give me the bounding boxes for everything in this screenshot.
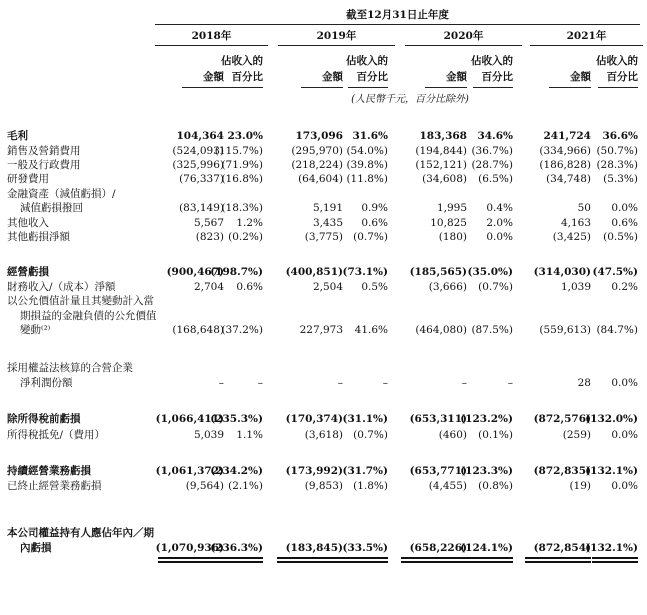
total-rule-top bbox=[467, 557, 513, 559]
amount-cell: 1,995 bbox=[436, 202, 467, 214]
percent-cell: (0.7%) bbox=[353, 231, 388, 243]
percent-cell: 0.2% bbox=[611, 281, 638, 293]
amount-cell: (823) bbox=[195, 231, 224, 243]
row-label: 減值虧損撥回 bbox=[20, 202, 83, 214]
amount-cell: 227,973 bbox=[299, 324, 343, 336]
percent-cell: 34.6% bbox=[477, 130, 513, 142]
row-label: 除所得稅前虧損 bbox=[7, 413, 81, 425]
amount-cell: (34,608) bbox=[422, 173, 467, 185]
row-label: 本公司權益持有人應佔年內／期 bbox=[7, 527, 154, 539]
row-label: 內虧損 bbox=[20, 542, 52, 554]
year-header: 2020年 bbox=[443, 30, 484, 42]
period-title-rule bbox=[155, 24, 640, 25]
row-label: 已終止經營業務虧損 bbox=[7, 480, 102, 492]
amount-header-rule bbox=[425, 87, 467, 88]
percent-column-header-line1: 佔收入的 bbox=[596, 55, 638, 67]
amount-cell: (194,844) bbox=[415, 145, 467, 157]
amount-cell: – bbox=[337, 377, 343, 389]
percent-cell: (71.9%) bbox=[221, 159, 263, 171]
amount-cell: (64,604) bbox=[298, 173, 343, 185]
percent-header-rule bbox=[223, 87, 263, 88]
total-rule-bottom bbox=[525, 561, 591, 563]
percent-cell: (0.1%) bbox=[478, 429, 513, 441]
percent-cell: (234.2%) bbox=[210, 465, 263, 477]
amount-cell: (3,775) bbox=[304, 231, 343, 243]
percent-cell: (6.5%) bbox=[478, 173, 513, 185]
amount-cell: (3,618) bbox=[304, 429, 343, 441]
amount-column-header: 金額 bbox=[570, 71, 591, 83]
total-rule-top bbox=[277, 557, 343, 559]
percent-cell: (0.5%) bbox=[603, 231, 638, 243]
percent-cell: (11.8%) bbox=[346, 173, 388, 185]
percent-cell: 0.6% bbox=[611, 217, 638, 229]
percent-cell: 41.6% bbox=[354, 324, 388, 336]
amount-cell: (259) bbox=[562, 429, 591, 441]
row-label: 財務收入/（成本）淨額 bbox=[7, 281, 116, 293]
amount-cell: (872,576) bbox=[533, 413, 591, 425]
percent-cell: (28.7%) bbox=[471, 159, 513, 171]
total-rule-top bbox=[525, 557, 591, 559]
percent-header-rule bbox=[598, 87, 638, 88]
percent-cell: (198.7%) bbox=[210, 266, 263, 278]
amount-cell: (168,648) bbox=[172, 324, 224, 336]
percent-cell: (132.1%) bbox=[585, 465, 638, 477]
percent-cell: (124.1%) bbox=[460, 542, 513, 554]
percent-cell: 1.2% bbox=[236, 217, 263, 229]
year-header: 2021年 bbox=[566, 30, 607, 42]
amount-cell: 241,724 bbox=[543, 130, 591, 142]
percent-cell: (87.5%) bbox=[471, 324, 513, 336]
percent-header-rule bbox=[473, 87, 513, 88]
amount-cell: (900,467) bbox=[166, 266, 224, 278]
year-rule bbox=[405, 45, 522, 46]
amount-cell: 28 bbox=[577, 377, 591, 389]
amount-cell: 173,096 bbox=[295, 130, 343, 142]
amount-header-rule bbox=[182, 87, 224, 88]
amount-cell: (9,853) bbox=[304, 480, 343, 492]
amount-cell: (218,224) bbox=[291, 159, 343, 171]
amount-header-rule bbox=[549, 87, 591, 88]
total-rule-bottom bbox=[277, 561, 343, 563]
percent-cell: 0.6% bbox=[236, 281, 263, 293]
percent-cell: 1.1% bbox=[236, 429, 263, 441]
amount-cell: (334,966) bbox=[539, 145, 591, 157]
amount-cell: (653,771) bbox=[409, 465, 467, 477]
amount-column-header: 金額 bbox=[322, 71, 343, 83]
amount-cell: 1,039 bbox=[560, 281, 591, 293]
row-label: 毛利 bbox=[7, 130, 28, 142]
percent-cell: 0.5% bbox=[361, 281, 388, 293]
row-label: 銷售及營銷費用 bbox=[7, 145, 81, 157]
percent-cell: 31.6% bbox=[352, 130, 388, 142]
amount-cell: (4,455) bbox=[428, 480, 467, 492]
amount-cell: (872,835) bbox=[533, 465, 591, 477]
row-label: 以公允價值計量且其變動計入當 bbox=[7, 295, 154, 307]
amount-cell: 3,435 bbox=[312, 217, 343, 229]
amount-cell: (1,070,936) bbox=[155, 542, 224, 554]
percent-column-header-line1: 佔收入的 bbox=[471, 55, 513, 67]
amount-cell: 4,163 bbox=[560, 217, 591, 229]
period-title: 截至12月31日止年度 bbox=[346, 9, 449, 21]
percent-cell: (115.7%) bbox=[214, 145, 263, 157]
total-rule-bottom bbox=[467, 561, 513, 563]
amount-cell: (173,992) bbox=[285, 465, 343, 477]
percent-column-header-line1: 佔收入的 bbox=[221, 55, 263, 67]
percent-cell: – bbox=[382, 377, 388, 389]
amount-cell: (19) bbox=[569, 480, 591, 492]
row-label: 其他虧損淨額 bbox=[7, 231, 70, 243]
percent-column-header-line2: 百分比 bbox=[356, 71, 388, 83]
row-label: 採用權益法核算的合營企業 bbox=[7, 362, 133, 374]
amount-cell: (1,066,411) bbox=[155, 413, 224, 425]
percent-cell: (123.2%) bbox=[460, 413, 513, 425]
total-rule-top bbox=[592, 557, 638, 559]
year-rule bbox=[155, 45, 268, 46]
amount-cell: 5,039 bbox=[193, 429, 224, 441]
amount-cell: (9,564) bbox=[185, 480, 224, 492]
percent-cell: 0.0% bbox=[486, 231, 513, 243]
percent-column-header-line2: 百分比 bbox=[481, 71, 513, 83]
amount-cell: (186,828) bbox=[539, 159, 591, 171]
total-rule-bottom bbox=[592, 561, 638, 563]
amount-cell: 183,368 bbox=[419, 130, 467, 142]
total-rule-bottom bbox=[217, 561, 263, 563]
percent-cell: (132.1%) bbox=[585, 542, 638, 554]
percent-cell: (39.8%) bbox=[346, 159, 388, 171]
amount-cell: 104,364 bbox=[176, 130, 224, 142]
amount-cell: – bbox=[218, 377, 224, 389]
amount-cell: 2,704 bbox=[193, 281, 224, 293]
percent-cell: (31.1%) bbox=[342, 413, 388, 425]
percent-cell: 0.0% bbox=[611, 202, 638, 214]
amount-cell: – bbox=[461, 377, 467, 389]
amount-cell: (653,311) bbox=[409, 413, 467, 425]
percent-cell: (47.5%) bbox=[592, 266, 638, 278]
row-label: 變動⁽²⁾ bbox=[20, 324, 51, 336]
percent-cell: (35.0%) bbox=[467, 266, 513, 278]
percent-column-header-line1: 佔收入的 bbox=[346, 55, 388, 67]
row-label: 金融資產（減值虧損）/ bbox=[7, 188, 116, 200]
amount-cell: (152,121) bbox=[415, 159, 467, 171]
year-rule bbox=[530, 45, 643, 46]
row-label: 淨利潤份額 bbox=[20, 377, 73, 389]
percent-column-header-line2: 百分比 bbox=[231, 71, 263, 83]
percent-cell: (28.3%) bbox=[596, 159, 638, 171]
percent-cell: 23.0% bbox=[227, 130, 263, 142]
percent-cell: (73.1%) bbox=[342, 266, 388, 278]
amount-cell: (76,337) bbox=[179, 173, 224, 185]
row-label: 一般及行政費用 bbox=[7, 159, 81, 171]
amount-cell: (185,565) bbox=[409, 266, 467, 278]
percent-header-rule bbox=[348, 87, 388, 88]
amount-cell: (464,080) bbox=[415, 324, 467, 336]
amount-cell: (325,996) bbox=[172, 159, 224, 171]
percent-cell: (0.7%) bbox=[353, 429, 388, 441]
row-label: 期損益的金融負債的公允價值 bbox=[20, 310, 157, 322]
amount-cell: 5,191 bbox=[312, 202, 343, 214]
row-label: 持續經營業務虧損 bbox=[7, 465, 91, 477]
total-rule-top bbox=[401, 557, 467, 559]
row-label: 經營虧損 bbox=[7, 266, 49, 278]
row-label: 研發費用 bbox=[7, 173, 49, 185]
percent-cell: (1.8%) bbox=[353, 480, 388, 492]
amount-cell: (872,854) bbox=[533, 542, 591, 554]
percent-cell: (0.2%) bbox=[228, 231, 263, 243]
amount-header-rule bbox=[301, 87, 343, 88]
percent-cell: (31.7%) bbox=[342, 465, 388, 477]
percent-cell: (0.7%) bbox=[478, 281, 513, 293]
percent-cell: (2.1%) bbox=[228, 480, 263, 492]
percent-cell: 0.0% bbox=[611, 480, 638, 492]
percent-cell: 36.6% bbox=[602, 130, 638, 142]
total-rule-bottom bbox=[342, 561, 388, 563]
amount-cell: (34,748) bbox=[546, 173, 591, 185]
amount-cell: (658,226) bbox=[409, 542, 467, 554]
percent-cell: (54.0%) bbox=[346, 145, 388, 157]
amount-cell: 5,567 bbox=[193, 217, 224, 229]
percent-cell: 0.9% bbox=[361, 202, 388, 214]
total-rule-bottom bbox=[158, 561, 224, 563]
unit-note: (人民幣千元，百分比除外) bbox=[351, 94, 469, 105]
amount-cell: (183,845) bbox=[285, 542, 343, 554]
percent-cell: 0.0% bbox=[611, 377, 638, 389]
amount-cell: (295,970) bbox=[291, 145, 343, 157]
amount-cell: (1,061,372) bbox=[155, 465, 224, 477]
total-rule-top bbox=[217, 557, 263, 559]
amount-cell: (314,030) bbox=[533, 266, 591, 278]
amount-cell: (3,425) bbox=[552, 231, 591, 243]
percent-cell: (33.5%) bbox=[342, 542, 388, 554]
percent-cell: (84.7%) bbox=[596, 324, 638, 336]
percent-cell: 0.6% bbox=[361, 217, 388, 229]
year-header: 2018年 bbox=[191, 30, 232, 42]
total-rule-top bbox=[342, 557, 388, 559]
amount-cell: (524,093) bbox=[172, 145, 224, 157]
percent-cell: (123.3%) bbox=[460, 465, 513, 477]
percent-cell: (0.8%) bbox=[478, 480, 513, 492]
percent-cell: 2.0% bbox=[486, 217, 513, 229]
percent-cell: (16.8%) bbox=[221, 173, 263, 185]
amount-cell: (3,666) bbox=[428, 281, 467, 293]
amount-cell: (559,613) bbox=[539, 324, 591, 336]
total-rule-top bbox=[158, 557, 224, 559]
year-rule bbox=[278, 45, 395, 46]
percent-cell: (18.3%) bbox=[221, 202, 263, 214]
amount-cell: (180) bbox=[438, 231, 467, 243]
percent-cell: (5.3%) bbox=[603, 173, 638, 185]
year-header: 2019年 bbox=[316, 30, 357, 42]
percent-cell: (132.0%) bbox=[585, 413, 638, 425]
amount-cell: 10,825 bbox=[430, 217, 467, 229]
percent-cell: (236.3%) bbox=[210, 542, 263, 554]
percent-cell: (36.7%) bbox=[471, 145, 513, 157]
amount-cell: (170,374) bbox=[285, 413, 343, 425]
percent-cell: (235.3%) bbox=[210, 413, 263, 425]
amount-cell: (400,851) bbox=[285, 266, 343, 278]
percent-cell: 0.0% bbox=[611, 429, 638, 441]
percent-cell: (50.7%) bbox=[596, 145, 638, 157]
row-label: 其他收入 bbox=[7, 217, 49, 229]
row-label: 所得稅抵免/（費用） bbox=[7, 429, 106, 441]
percent-cell: – bbox=[257, 377, 263, 389]
total-rule-bottom bbox=[401, 561, 467, 563]
amount-cell: 50 bbox=[577, 202, 591, 214]
percent-cell: (37.2%) bbox=[221, 324, 263, 336]
amount-cell: (460) bbox=[438, 429, 467, 441]
percent-column-header-line2: 百分比 bbox=[606, 71, 638, 83]
amount-column-header: 金額 bbox=[446, 71, 467, 83]
percent-cell: 0.4% bbox=[486, 202, 513, 214]
amount-column-header: 金額 bbox=[203, 71, 224, 83]
percent-cell: – bbox=[507, 377, 513, 389]
amount-cell: (83,149) bbox=[179, 202, 224, 214]
amount-cell: 2,504 bbox=[312, 281, 343, 293]
